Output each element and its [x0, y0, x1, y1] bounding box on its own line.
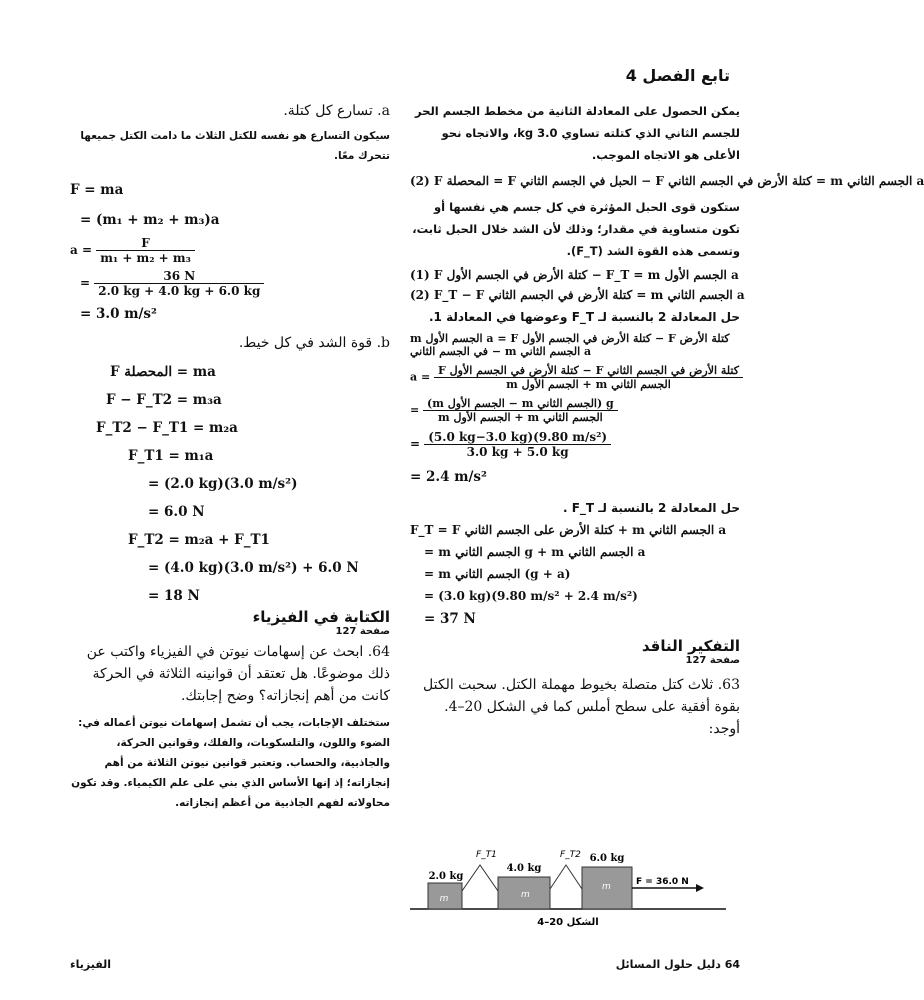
question-64: 64. ابحث عن إسهامات نيوتن في الفيزياء واكتب عن ذلك موضوعًا. هل تعتقد أن قوانينه الثلاثة في الحركة كانت من أهم إنجازاته؟ وضح إجابتك.	[86, 644, 390, 704]
accel-fraction-2: = $\frac{\text{(m الجسم الأول − m الجسم الثاني) g}}{\text{m الجسم الأول + m الجسم الثاني}}$	[410, 397, 740, 424]
b-eq-2: F − F_T2 = m₃a	[106, 392, 222, 408]
writing-page: صفحة 127	[335, 626, 390, 637]
right-column	[410, 100, 924, 740]
tension-text: ستكون قوى الحبل المؤثرة في كل جسم هي نفسها أو تكون متساوية في مقدار؛ وذلك لأن الشد خلال الحبل ثابت، وتسمى هذه القوة الشد (F_T).	[412, 200, 740, 258]
tension-result: = 37 N	[424, 611, 476, 627]
a-eq-1: F = ma	[70, 182, 124, 198]
tension-eq-4: = (3.0 kg)(9.80 m/s² + 2.4 m/s²)	[424, 589, 638, 603]
ft2-label: F_T2	[560, 850, 581, 860]
a-num-4: 36 N	[94, 269, 264, 284]
mass-1-label: 2.0 kg	[428, 871, 464, 882]
ft1-label: F_T1	[476, 850, 497, 860]
tension-eq-1: F_T = F كتلة الأرض على الجسم الثاني + m الجسم الثاني a	[410, 523, 727, 537]
b-eq-1: F المحصلة = ma	[110, 364, 216, 380]
writing-physics-title: الكتابة في الفيزياء	[252, 608, 390, 626]
svg-text:m: m	[439, 894, 449, 904]
a-den-4: 2.0 kg + 4.0 kg + 6.0 kg	[98, 284, 261, 298]
footer-subject: الفيزياء	[70, 958, 112, 971]
subst-eq: m الجسم الأول a = F كتلة الأرض في الجسم الأول − F كتلة الأرض في الجسم الثاني − m الجسم الثاني a	[410, 332, 730, 358]
critical-thinking-title: التفكير الناقد	[641, 637, 740, 655]
figure-4-20	[408, 845, 728, 930]
figure-caption: الشكل 20–4	[537, 917, 599, 928]
footer-page-title: 64 دليل حلول المسائل	[615, 958, 740, 971]
accel-den-1: m الجسم الأول + m الجسم الثاني	[506, 378, 671, 391]
tension-eq-2: = m الجسم الثاني g + m الجسم الثاني a	[424, 545, 646, 559]
accel-num-2: (m الجسم الأول − m الجسم الثاني) g	[423, 397, 618, 411]
b-eq-8: = (4.0 kg)(3.0 m/s²) + 6.0 N	[148, 560, 359, 576]
chapter-header: تابع الفصل 4	[625, 66, 730, 85]
b-eq-3: F_T2 − F_T1 = m₂a	[96, 420, 238, 436]
a-eq-3: a = $\frac{F}{\text{m₁ + m₂ + m₃}}$	[70, 236, 390, 265]
b-eq-5: = (2.0 kg)(3.0 m/s²)	[148, 476, 298, 492]
force-label: F = 36.0 N	[636, 877, 689, 887]
critical-page: صفحة 127	[685, 655, 740, 666]
answer-a: سيكون التسارع هو نفسه للكتل الثلاث ما دامت الكتل جميعها تتحرك معًا.	[80, 130, 390, 162]
accel-fraction-1: a = $\frac{\text{F كتلة الأرض في الجسم الأول − F كتلة الأرض في الجسم الثاني}}{\text{m الجسم الأول + m الجسم الثاني}}$	[410, 364, 740, 391]
answer-64: ستختلف الإجابات، يجب أن تشمل إسهامات نيوتن أعماله في: الضوء واللون، والتلسكوبات، والفلك، وقوانين الحركة، والجاذبية، والحساب. وتعتبر قوانين نيوتن الثلاثة من أهم إنجازاته؛ إذ إنها الأساس الذي بني على علم الكيمياء. وقد تكون محاولاته لفهم الجاذبية من أعظم إنجازاته.	[71, 717, 390, 809]
solve-step-1: حل المعادلة 2 بالنسبة لـ F_T وعوضها في المعادلة 1.	[428, 310, 740, 324]
accel-den-2: m الجسم الأول + m الجسم الثاني	[438, 411, 603, 424]
tension-eq-3: = m الجسم الثاني (g + a)	[424, 567, 571, 581]
accel-fraction-3: = $\frac{\text{(5.0 kg−3.0 kg)(9.80 m/s²)}}{3.0 kg + 5.0 kg}$	[410, 430, 740, 459]
equation-b: (2) F_T − F كتلة الأرض في الجسم الثاني = m الجسم الثاني a	[410, 288, 745, 302]
a-den-3: m₁ + m₂ + m₃	[100, 251, 191, 265]
question-b: b. قوة الشد في كل خيط.	[238, 335, 390, 351]
equation-a: (1) F كتلة الأرض في الجسم الأول − F_T = m الجسم الأول a	[410, 268, 739, 282]
left-column	[70, 100, 390, 813]
solve-step-2: حل المعادلة 2 بالنسبة لـ F_T .	[562, 501, 740, 515]
svg-text:m: m	[602, 882, 611, 892]
accel-num-3: (5.0 kg−3.0 kg)(9.80 m/s²)	[424, 430, 611, 445]
b-eq-6: = 6.0 N	[148, 504, 205, 520]
b-eq-9: = 18 N	[148, 588, 200, 604]
mass-2-label: 4.0 kg	[506, 863, 542, 874]
a-eq-2: = (m₁ + m₂ + m₃)a	[80, 212, 220, 228]
equation-2: (2) F المحصلة = F الحبل في الجسم الثاني − F كتلة الأرض في الجسم الثاني = m الجسم الثاني a	[410, 174, 924, 188]
svg-text:m: m	[521, 890, 530, 900]
intro-text: يمكن الحصول على المعادلة الثانية من مخطط الجسم الحر للجسم الثاني الذي كتلته تساوي 3.0 kg، والاتجاه نحو الأعلى هو الاتجاه الموجب.	[415, 104, 740, 162]
accel-result: = 2.4 m/s²	[410, 469, 487, 485]
b-eq-4: F_T1 = m₁a	[128, 448, 214, 464]
accel-num-1: F كتلة الأرض في الجسم الأول − F كتلة الأرض في الجسم الثاني	[434, 364, 743, 378]
a-eq-4: = $\frac{36 N}{2.0 kg + 4.0 kg + 6.0 kg}$	[70, 269, 390, 298]
a-result: = 3.0 m/s²	[80, 306, 157, 322]
accel-den-3: 3.0 kg + 5.0 kg	[466, 445, 569, 459]
question-a: a. تسارع كل كتلة.	[283, 103, 390, 119]
b-eq-7: F_T2 = m₂a + F_T1	[128, 532, 270, 548]
question-63: 63. ثلاث كتل متصلة بخيوط مهملة الكتل. سحبت الكتل بقوة أفقية على سطح أملس كما في الشكل 20–4. أوجد:	[423, 677, 740, 737]
mass-3-label: 6.0 kg	[589, 853, 625, 864]
a-num-3: F	[96, 236, 195, 251]
